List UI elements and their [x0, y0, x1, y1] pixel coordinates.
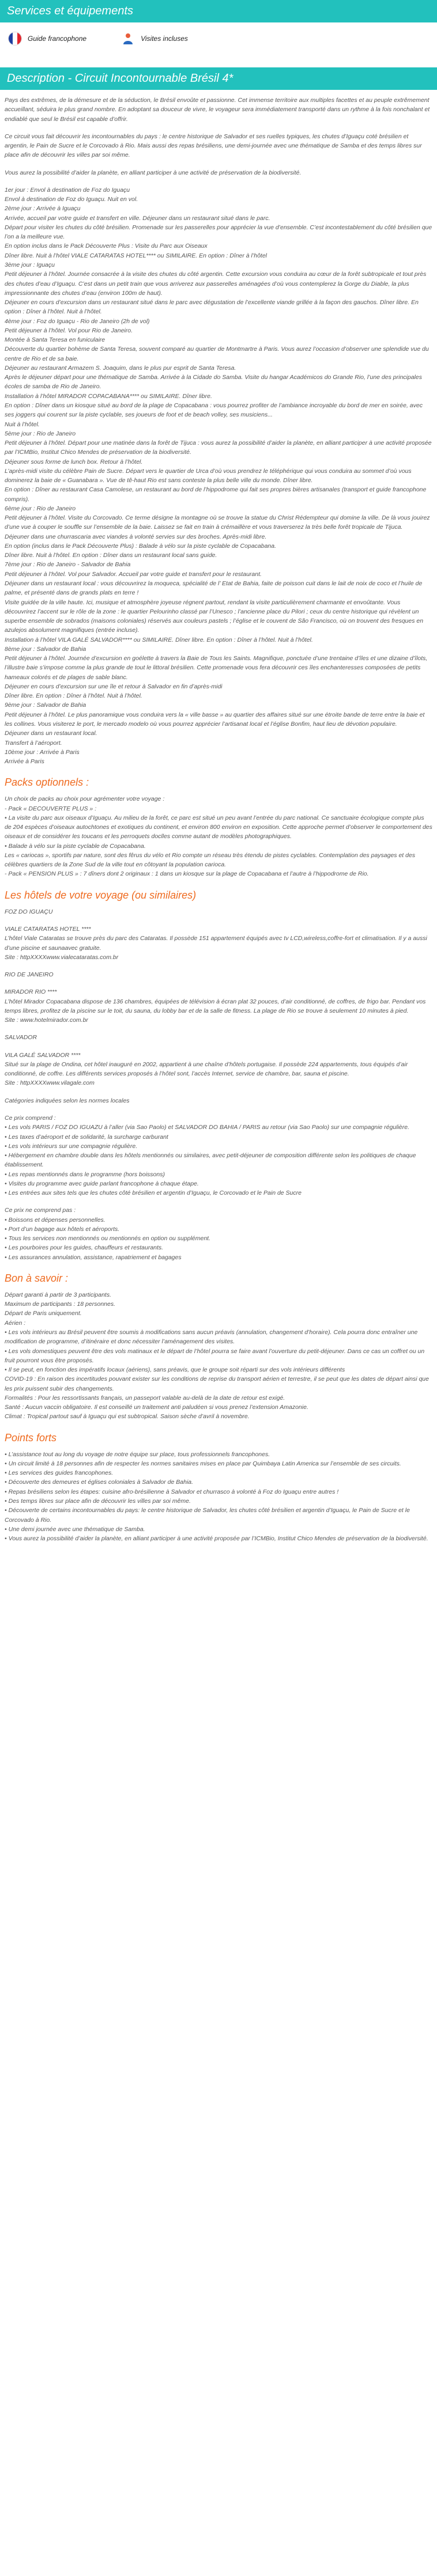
description-paragraph: Ce circuit vous fait découvrir les incontournables du pays : le centre historique de Salvador et ses ruelles typiques, les chutes d’Iguaçu coté brésilien et argentin, le Pain de Sucre et le Corcovado à Rio. Mais aussi des repas brésiliens, une demi-journée avec une thématique de Samba et des temps libres sur place afin de découvrir les villes par soi même.	[5, 132, 422, 159]
itinerary: 1er jour : Envol à destination de Foz do Iguaçu Envol à destination de Foz do Iguaçu. Nuit en vol. 2ème jour : Arrivée à Iguaçu Arrivée, accueil par votre guide et transfert en ville. Déjeuner dans un restaurant situé dans le parc. Départ pour visiter les chutes du côté brésilien. Promenade sur les passerelles pour apprécier la vue d’ensemble. C’est incontestablement du côté brésilien que l’on a la meilleure vue. En option inclus dans le Pack Découverte Plus : Visite du Parc aux Oiseaux Dîner libre. Nuit à l’hôtel VIALE CATARATAS HOTEL**** ou SIMILAIRE. En option : Dîner à l’hôtel 3ème jour : Iguaçu Petit déjeuner à l’hôtel. Journée consacrée à la visite des chutes du côté argentin. Cette excursion vous conduira au cœur de la forêt subtropicale et tout près des chutes d’eau d’Iguaçu. C’est dans un petit train que vous arriverez aux passerelles aménagées d’où vous contemplerez la Gorge du Diable, la plus impressionnante des chutes d’eau (environ 100m de haut). Déjeuner en cours d’excursion dans un restaurant situé dans le parc avec dégustation de l’excellente viande grillée à la façon des gauchos. Dîner libre. En option : Dîner à l’hôtel. Nuit à l’hôtel. 4ème jour : Foz do Iguaçu - Rio de Janeiro (2h de vol) Petit déjeuner à l’hôtel. Vol pour Rio de Janeiro. Montée à Santa Teresa en funiculaire Découverte du quartier bohème de Santa Teresa, souvent comparé au quartier de Montmartre à Paris. Vous aurez l’occasion d’observer une splendide vue du centre de Rio et de sa baie. Déjeuner au restaurant Armazem S. Joaquim, dans le plus pur esprit de Santa Teresa. Après le déjeuner départ pour une thématique de Samba. Arrivée à la Cidade do Samba. Visite du hangar Académicos do Grande Rio, l’une des principales écoles de samba de Rio de Janeiro. Installation à l’hôtel MIRADOR COPACABANA**** ou SIMILAIRE. Dîner libre. En option : Dîner dans un kiosque situé au bord de la plage de Copacabana : vous pourrez profiter de l’ambiance incroyable du bord de mer en soirée, avec ses joggers qui courent sur la piste cyclable, ses joueurs de foot et de beach volley, ses musiciens... Nuit à l’hôtel. 5ème jour : Rio de Janeiro Petit déjeuner à l’hôtel. Départ pour une matinée dans la forêt de Tijuca : vous aurez la possibilité d’aider la planète, en alliant participer à une activité proposée par l’ICMBio, Institut Chico Mendes de préservation de la biodiversité. Déjeuner sous forme de lunch box. Retour à l’hôtel. L’après-midi visite du célèbre Pain de Sucre. Départ vers le quartier de Urca d’où vous prendrez le téléphérique qui vous conduira au sommet d’où vous dominerez la baie de « Guanabara ». Vue de tê-haut Rio est sans conteste la plus belle ville du monde. Dîner libre. En option : Dîner au restaurant Casa Camolese, un restaurant au bord de l’hippodrome qui fait ses propres bières artisanales (transport et guide francophone compris). 6ème jour : Rio de Janeiro Petit déjeuner à l’hôtel. Visite du Corcovado. Ce terme désigne la montagne où se trouve la statue du Christ Rédempteur qui domine la ville. De là vous jouirez d’une vue à couper le souffle sur l’ensemble de la baie. Laissez se fait en train à crémaillère et vous traverserez la très belle forêt tropicale de Tijuca. Déjeuner dans une churrascaria avec viandes à volonté servies sur des broches. Après-midi libre. En option (inclus dans le Pack Découverte Plus) : Balade à vélo sur la piste cyclable de Copacabana. Dîner libre. Nuit à l’hôtel. En option : Dîner dans un restaurant local sans guide. 7ème jour : Rio de Janeiro - Salvador de Bahia Petit déjeuner à l’hôtel. Vol pour Salvador. Accueil par votre guide et transfert pour le restaurant. Déjeuner dans un restaurant local : vous découvrirez la moqueca, spécialité de l’ Etat de Bahia, faite de poisson cuit dans le lait de noix de coco et l’huile de palme, et présenté dans de grands plats en terre ! Visite guidée de la ville haute. Ici, musique et atmosphère joyeuse régnent partout, rendant la visite particulièrement charmante et envoûtante. Vous découvrirez l’accent sur le rôle de la zone : le quartier Pelourinho classé par l’Unesco ; l’ancienne place du Pilori ; ceux du centre historique qui révèlent un superbe ensemble de sobrados (maisons coloniales) réservés aux couleurs pastels ; l’église et le couvent de São Francisco, où on trouvent des fresques en azulejos absolument magnifiques (entrée incluse). Installation à l’hôtel VILA GALÉ SALVADOR**** ou SIMILAIRE. Dîner libre. En option : Dîner à l’hôtel. Nuit à l’hôtel. 8ème jour : Salvador de Bahia Petit déjeuner à l’hôtel. Journée d’excursion en goélette à travers la Baie de Tous les Saints. Magnifique, ponctuée d’une trentaine d’îles et une dizaine d’îlots, l’illustre baie s’impose comme la plus grande de tout le littoral brésilien. Cette promenade vous fera découvrir ces îles enchanteresses composées de petits hameaux colorés et de plages de sable blanc. Déjeuner en cours d’excursion sur une île et retour à Salvador en fin d’après-midi Dîner libre. En option : Dîner à l’hôtel. Nuit à l’hôtel. 9ème jour : Salvador de Bahia Petit déjeuner à l’hôtel. Le plus panoramique vous conduira vers la « ville basse » au quartier des affaires situé sur une étroite bande de terre entre la baie et les collines. Vous visiterez le port, le mercado modelo où vous pourrez apprécier l’artisanat local et l’église Bonfim, haut lieu de dévotion populaire. Déjeuner dans un restaurant local. Transfert à l’aéroport. 10ème jour : Arrivée à Paris Arrivée à Paris	[5, 186, 432, 766]
description-content	[0, 96, 437, 766]
norms-note: Catégories indiquées selon les normes locales	[5, 1097, 130, 1104]
description-title: Description - Circuit Incontournable Brésil 4*	[0, 67, 437, 90]
bonasavoir-title: Bon à savoir :	[5, 1272, 69, 1284]
service-visits	[121, 32, 188, 46]
includes-list: • Les vols PARIS / FOZ DO IGUAZU à l’aller (via Sao Paolo) et SALVADOR DO BAHIA / PARIS au retour (via Sao Paolo) sur une compagnie régulière. • Les taxes d’aéroport et de solidarité, la surcharge carburant • Les vols intérieurs sur une compagnie régulière. • Hébergement en chambre double dans les hôtels mentionnés ou similaires, avec petit-déjeuner de composition différente selon les politiques de chaque établissement. • Les repas mentionnés dans le programme (hors boissons) • Visites du programme avec guide parlant francophone à chaque étape. • Les entrées aux sites tels que les chutes côté brésilien et argentin d’Iguaçu, le Corcovado et le Pain de Sucre	[5, 1124, 416, 1197]
packs-title: Packs optionnels :	[5, 776, 89, 789]
hotel-desc: L’hôtel Mirador Copacabana dispose de 136 chambres, équipées de télévision à écran plat 32 pouces, d’air conditionné, de coffres, de frigo bar. Pendant vos temps libres, profitez de la piscine sur le toit, du sauna, du lobby bar et de la salle de fitness. La plage de Rio se trouve à seulement 10 minutes à pied. Site : www.hotelmirador.com.br	[5, 998, 426, 1024]
hotel-name: VIALE CATARATAS HOTEL ****	[5, 925, 91, 933]
hotel-name: VILA GALÉ SALVADOR ****	[5, 1051, 81, 1059]
description-intro: Pays des extrêmes, de la démesure et de la séduction, le Brésil envoûte et passionne. Cet immense territoire aux multiples facettes et au peuple extrêmement accueillant, séduira le plus grand nombre. En adoptant sa douceur de vivre, le voyageur sera immédiatement transporté dans un rythme à la fois nonchalant et endiablé que seul le Brésil est capable d’offrir.	[5, 97, 430, 123]
bonasavoir-body: Départ garanti à partir de 3 participants. Maximum de participants : 18 personnes. Départ de Paris uniquement. Aérien : • Les vols intérieurs au Brésil peuvent être soumis à modifications sans aucun préavis (annulation, changement d’horaire). Cela pourra donc entraîner une modification de programme, d’itinéraire et donc nécessiter l’aménagement des visites. • Les vols domestiques peuvent être des vols matinaux et le départ de l’hôtel pourra se faire avant l’ouverture du petit-déjeuner. Dans ce cas un coffret ou un fruit pourront vous être proposés. • Il se peut, en fonction des impératifs locaux (aériens), sans préavis, que le groupe soit réparti sur des vols intérieurs différents COVID-19 : En raison des incertitudes pouvant exister sur les conditions de reprise du transport aérien et terrestre, il se peut que les dates de départ ainsi que les prix puissent subir des changements. Formalités : Pour les ressortissants français, un passeport valable au-delà de la date de retour est exigé. Santé : Aucun vaccin obligatoire. Il est conseillé un traitement anti paludéen si vous prenez l’extension Amazonie. Climat : Tropical partout sauf à Iguaçu qui est subtropical. Saison sèche d’avril à novembre.	[5, 1291, 429, 1420]
excludes-list: • Boissons et dépenses personnelles. • Port d’un bagage aux hôtels et aéroports. • Tous les services non mentionnés ou mentionnés en option ou supplément. • Les pourboires pour les guides, chauffeurs et restaurants. • Les assurances annulation, assistance, rapatriement et bagages	[5, 1216, 211, 1261]
packs-body: Un choix de packs au choix pour agrémenter votre voyage : - Pack « DECOUVERTE PLUS » : • La visite du parc aux oiseaux d’Iguaçu. Au milieu de la forêt, ce parc est situé un peu avant l’entrée du parc national. Ce sanctuaire écologique compte plus de 204 espèces d’oiseaux autochtones et exotiques du continent, et environ 800 environ en exposition. Cette approche permet d’observer le comportement des oiseaux et de considérer les toucans et les perroquets doclles comme autant de modèles photographiques. • Balade à vélo sur la piste cyclable de Copacabana. Les « cariocas », sportifs par nature, sont des fêrus du vélo et Rio compte un réseau très étendu de pistes cyclables. Contemplation des paysages et des célèbres quartiers de la Zone Sud de la ville tout en côtoyant la population carioca. - Pack « PENSION PLUS » : 7 dîners dont 2 originaux : 1 dans un kiosque sur la plage de Copacabana et l’autre à l’hippodrome de Rio.	[5, 795, 432, 878]
hotel-city: SALVADOR	[5, 1034, 37, 1041]
points-title: Points forts	[5, 1431, 57, 1444]
hotels-title: Les hôtels de votre voyage (ou similaires)	[5, 889, 197, 901]
includes-title: Ce prix comprend :	[5, 1114, 56, 1122]
hotel-desc: L’hôtel Viale Cataratas se trouve près du parc des Cataratas. Il possède 151 appartement équipés avec tv LCD,wireless,coffre-fort et climatisation. Il y a aussi d’une piscine et saunaavec gratuite. Site : httpXXXXwww.vialecataratas.com.br	[5, 935, 427, 961]
service-visits-label: Visites incluses	[141, 35, 188, 43]
hotel-city: RIO DE JANEIRO	[5, 971, 54, 979]
services-title: Services et équipements	[0, 0, 437, 22]
hotels-content	[0, 907, 437, 1262]
service-guide-label: Guide francophone	[28, 35, 87, 43]
services-row	[0, 28, 437, 54]
points-body: • L’assistance tout au long du voyage de notre équipe sur place, tous professionnels francophones. • Un circuit limité à 18 personnes afin de respecter les normes sanitaires mises en place par Quimbaya Latin America sur l’ensemble de ses circuits. • Les services des guides francophones. • Découverte des demeures et églises coloniales à Salvador de Bahia. • Repas brésiliens selon les étapes: cuisine afro-brésilienne à Salvador et churrasco à volonté à Foz do Iguaçu entre autres ! • Des temps libres sur place afin de découvrir les villes par soi même. • Découverte de certains incontournables du pays: le centre historique de Salvador, les chutes côté brésilien et argentin d’Iguaçu, le Pain de Sucre et le Corcovado à Rio. • Une demi journée avec une thématique de Samba. • Vous aurez la possibilité d’aider la planète, en alliant participer à une activité proposée par l’ICMBio, Institut Chico Mendes de préservation de la biodiversité.	[5, 1450, 428, 1543]
france-flag-icon	[8, 32, 22, 46]
hotel-name: MIRADOR RIO ****	[5, 988, 57, 996]
description-paragraph: Vous aurez la possibilité d’aider la planète, en alliant participer à une activité de préservation de la biodiversité.	[5, 169, 302, 176]
guide-person-icon	[121, 32, 135, 46]
hotel-desc: Situé sur la plage de Ondina, cet hôtel inauguré en 2002, appartient à une chaîne d’hôtels portugaise. Il possède 224 appartements, tous équipés d’air conditionné, de coffre. Les différents services proposés à l’hôtel sont, l’accès Internet, service de chambre, bar, sauna et piscine. Site : httpXXXXwww.vilagale.com	[5, 1060, 408, 1087]
hotel-city: FOZ DO IGUAÇU	[5, 908, 53, 915]
excludes-title: Ce prix ne comprend pas :	[5, 1207, 76, 1214]
service-guide	[8, 32, 86, 46]
